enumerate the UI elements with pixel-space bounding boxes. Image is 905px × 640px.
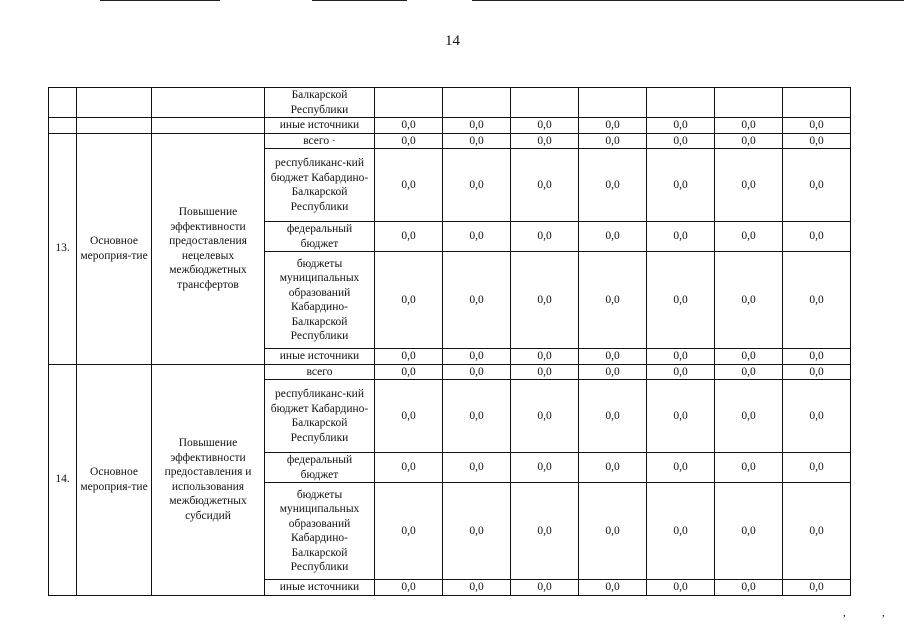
value-cell: 0,0 xyxy=(579,483,647,580)
continuation-other-row xyxy=(49,118,851,134)
value-cell: 0,0 xyxy=(715,364,783,380)
source-row xyxy=(49,364,851,380)
value-cell: 0,0 xyxy=(375,580,443,596)
value-cell: 0,0 xyxy=(443,349,511,365)
value-cell: 0,0 xyxy=(511,483,579,580)
value-cell: 0,0 xyxy=(783,349,851,365)
value-cell: 0,0 xyxy=(511,252,579,349)
value-cell: 0,0 xyxy=(579,149,647,222)
header-rule-right xyxy=(472,0,904,1)
value-cell: 0,0 xyxy=(715,252,783,349)
value-cell: 0,0 xyxy=(579,118,647,134)
value-cell: 0,0 xyxy=(511,149,579,222)
value-cell: 0,0 xyxy=(443,453,511,483)
value-cell: 0,0 xyxy=(715,349,783,365)
value-cell: 0,0 xyxy=(511,453,579,483)
source-label: иные источники xyxy=(265,349,375,365)
value-cell: 0,0 xyxy=(715,380,783,453)
source-label: всего xyxy=(265,364,375,380)
value-cell: 0,0 xyxy=(443,483,511,580)
scan-mark: , xyxy=(843,607,846,619)
value-cell: 0,0 xyxy=(579,364,647,380)
source-label: иные источники xyxy=(265,580,375,596)
page-number: 14 xyxy=(445,33,460,49)
value-cell: 0,0 xyxy=(715,118,783,134)
value-cell: 0,0 xyxy=(443,133,511,149)
value-cell: 0,0 xyxy=(375,453,443,483)
value-cell: 0,0 xyxy=(647,580,715,596)
value-cell: 0,0 xyxy=(511,349,579,365)
value-cell: 0,0 xyxy=(647,349,715,365)
value-cell: 0,0 xyxy=(375,118,443,134)
value-cell: 0,0 xyxy=(443,222,511,252)
value-cell: 0,0 xyxy=(511,118,579,134)
value-cell: 0,0 xyxy=(443,252,511,349)
value-cell: 0,0 xyxy=(443,380,511,453)
measure-name: Повышение эффективности предоставления и использования межбюджетных субсидий xyxy=(152,364,265,595)
value-cell: 0,0 xyxy=(783,222,851,252)
value-cell: 0,0 xyxy=(511,222,579,252)
source-label: иные источники xyxy=(265,118,375,134)
value-cell: 0,0 xyxy=(511,580,579,596)
measure-type: Основное мероприя-тие xyxy=(77,133,152,364)
value-cell: 0,0 xyxy=(443,580,511,596)
value-cell: 0,0 xyxy=(375,483,443,580)
value-cell: 0,0 xyxy=(783,483,851,580)
value-cell: 0,0 xyxy=(375,252,443,349)
measure-type: Основное мероприя-тие xyxy=(77,364,152,595)
value-cell: 0,0 xyxy=(443,364,511,380)
source-label: всего · xyxy=(265,133,375,149)
source-label: республиканс-кий бюджет Кабардино-Балкарской Республики xyxy=(265,149,375,222)
value-cell: 0,0 xyxy=(647,364,715,380)
value-cell: 0,0 xyxy=(647,222,715,252)
value-cell: 0,0 xyxy=(715,222,783,252)
value-cell: 0,0 xyxy=(647,380,715,453)
value-cell: 0,0 xyxy=(579,380,647,453)
value-cell: 0,0 xyxy=(715,580,783,596)
source-label: федеральный бюджет xyxy=(265,453,375,483)
source-row xyxy=(49,133,851,149)
value-cell: 0,0 xyxy=(783,133,851,149)
value-cell: 0,0 xyxy=(375,133,443,149)
value-cell: 0,0 xyxy=(579,453,647,483)
value-cell: 0,0 xyxy=(375,222,443,252)
source-label: бюджеты муниципальных образований Кабардино-Балкарской Республики xyxy=(265,252,375,349)
value-cell: 0,0 xyxy=(783,580,851,596)
value-cell: 0,0 xyxy=(715,149,783,222)
value-cell: 0,0 xyxy=(443,149,511,222)
value-cell: 0,0 xyxy=(579,349,647,365)
value-cell: 0,0 xyxy=(375,364,443,380)
value-cell: 0,0 xyxy=(579,133,647,149)
value-cell: 0,0 xyxy=(715,133,783,149)
value-cell: 0,0 xyxy=(715,483,783,580)
measure-name: Повышение эффективности предоставления нецелевых межбюджетных трансфертов xyxy=(152,133,265,364)
value-cell: 0,0 xyxy=(647,133,715,149)
value-cell: 0,0 xyxy=(783,252,851,349)
value-cell: 0,0 xyxy=(511,364,579,380)
value-cell: 0,0 xyxy=(375,380,443,453)
value-cell: 0,0 xyxy=(783,380,851,453)
value-cell: 0,0 xyxy=(375,149,443,222)
value-cell: 0,0 xyxy=(647,483,715,580)
continuation-row xyxy=(49,88,851,118)
value-cell: 0,0 xyxy=(511,380,579,453)
value-cell: 0,0 xyxy=(375,349,443,365)
header-rule-middle xyxy=(312,0,407,1)
value-cell: 0,0 xyxy=(443,118,511,134)
value-cell: 0,0 xyxy=(647,118,715,134)
value-cell: 0,0 xyxy=(647,149,715,222)
value-cell: 0,0 xyxy=(715,453,783,483)
budget-table xyxy=(48,87,851,596)
value-cell: 0,0 xyxy=(579,222,647,252)
source-label: федеральный бюджет xyxy=(265,222,375,252)
value-cell: 0,0 xyxy=(783,364,851,380)
value-cell: 0,0 xyxy=(783,453,851,483)
scan-mark: , xyxy=(882,607,885,619)
continuation-source-cell: Балкарской Республики xyxy=(265,88,375,118)
source-label: республиканс-кий бюджет Кабардино-Балкарской Республики xyxy=(265,380,375,453)
header-rule-left xyxy=(100,0,220,1)
value-cell: 0,0 xyxy=(579,252,647,349)
value-cell: 0,0 xyxy=(647,252,715,349)
source-label: бюджеты муниципальных образований Кабардино-Балкарской Республики xyxy=(265,483,375,580)
row-number: 14. xyxy=(49,364,77,595)
row-number: 13. xyxy=(49,133,77,364)
value-cell: 0,0 xyxy=(783,118,851,134)
value-cell: 0,0 xyxy=(783,149,851,222)
value-cell: 0,0 xyxy=(647,453,715,483)
value-cell: 0,0 xyxy=(579,580,647,596)
value-cell: 0,0 xyxy=(511,133,579,149)
